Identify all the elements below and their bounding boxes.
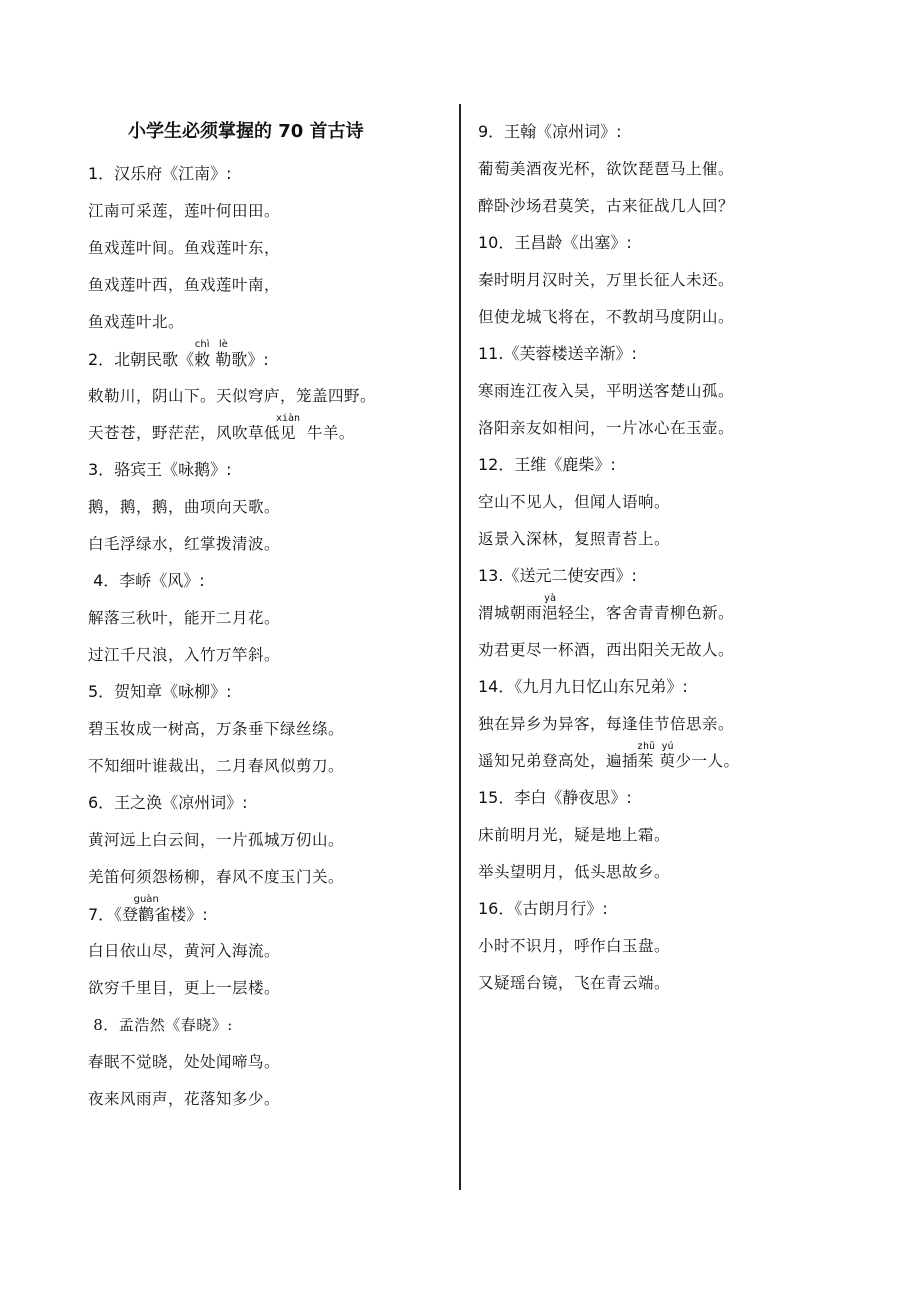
text-segment: 鱼戏莲叶间。鱼戏莲叶东，: [88, 239, 281, 257]
text-segment: 返景入深林，复照青苔上。: [478, 530, 671, 548]
poem-line: [478, 149, 898, 186]
left-column: [88, 112, 448, 1116]
poem-line: [88, 968, 448, 1005]
text-segment: 1．汉乐府《江南》:: [88, 164, 232, 183]
poem-heading: [88, 154, 448, 191]
pinyin-annotated-char: [659, 741, 676, 770]
poem-line: [478, 260, 898, 297]
pinyin-annotated-char: [215, 339, 232, 369]
text-segment: 碧玉妆成一树高，万条垂下绿丝绦。: [88, 720, 345, 738]
poem-line: [88, 746, 448, 783]
poem-heading: [478, 778, 898, 815]
text-segment: 秦时明月汉时关，万里长征人未还。: [478, 271, 735, 289]
text-segment: 5．贺知章《咏柳》:: [88, 682, 232, 701]
poem-line: [88, 413, 448, 450]
text-segment: 白毛浮绿水，红掌拨清波。: [88, 535, 281, 553]
text-segment: 12．王维《鹿柴》:: [478, 455, 616, 474]
text-segment: 葡萄美酒夜光杯，欲饮琵琶马上催。: [478, 160, 735, 178]
text-segment: 羌笛何须怨杨柳，春风不度玉门关。: [88, 868, 345, 886]
poem-line: [478, 297, 898, 334]
text-segment: 寒雨连江夜入吴，平明送客楚山孤。: [478, 382, 735, 400]
poem-line: [88, 931, 448, 968]
text-segment: 8．孟浩然《春晓》:: [88, 1016, 233, 1034]
pinyin-annotated-char: [542, 593, 559, 622]
poem-line: [88, 228, 448, 265]
text-segment: 雀楼》:: [154, 905, 208, 924]
pinyin: guàn: [133, 894, 159, 905]
poem-line: [478, 815, 898, 852]
text-segment: 欲穷千里目，更上一层楼。: [88, 979, 281, 997]
annotated-char: 浥: [542, 604, 559, 622]
pinyin-annotated-char: [194, 339, 211, 369]
poem-line: [478, 482, 898, 519]
text-segment: 但使龙城飞将在，不教胡马度阴山。: [478, 308, 735, 326]
text-segment: 3．骆宾王《咏鹅》:: [88, 460, 232, 479]
poem-heading: [88, 1005, 448, 1042]
text-segment: 14．《九月九日忆山东兄弟》:: [478, 677, 688, 696]
text-segment: 小时不识月，呼作白玉盘。: [478, 937, 671, 955]
pinyin-annotated-char: [275, 413, 301, 442]
pinyin: yú: [659, 741, 676, 752]
text-segment: 举头望明月，低头思故乡。: [478, 863, 671, 881]
annotated-char: 勒: [215, 350, 232, 369]
poem-heading: [478, 556, 898, 593]
text-segment: 6．王之涣《凉州词》:: [88, 793, 248, 812]
poem-line: [88, 487, 448, 524]
poem-heading: [88, 450, 448, 487]
pinyin: xiàn: [275, 413, 301, 424]
text-segment: 10．王昌龄《出塞》:: [478, 233, 632, 252]
text-segment: 床前明月光，疑是地上霜。: [478, 826, 671, 844]
poem-line: [478, 741, 898, 778]
text-segment: 又疑瑶台镜，飞在青云端。: [478, 974, 671, 992]
poem-heading: [88, 894, 448, 931]
annotated-char: 见: [275, 424, 301, 442]
text-segment: 醉卧沙场君莫笑，古来征战几人回？: [478, 197, 735, 215]
pinyin: yà: [542, 593, 559, 604]
poem-heading: [478, 667, 898, 704]
pinyin-annotated-char: [637, 741, 656, 770]
right-column: [478, 112, 898, 1000]
text-segment: 少一人。: [675, 752, 740, 770]
poem-heading: [88, 561, 448, 598]
poem-line: [88, 1079, 448, 1116]
poem-line: [478, 519, 898, 556]
poem-line: [88, 376, 448, 413]
text-segment: 独在异乡为异客，每逢佳节倍思亲。: [478, 715, 735, 733]
poem-heading: [478, 445, 898, 482]
text-segment: 9．王翰《凉州词》:: [478, 122, 622, 141]
poem-line: [88, 524, 448, 561]
text-segment: 鱼戏莲叶西，鱼戏莲叶南，: [88, 276, 281, 294]
text-segment: 遥知兄弟登高处，遍插: [478, 752, 639, 770]
text-segment: 15．李白《静夜思》:: [478, 788, 632, 807]
poem-line: [478, 852, 898, 889]
annotated-char: 鹳: [133, 905, 159, 924]
poem-heading: [478, 889, 898, 926]
poem-heading: [88, 672, 448, 709]
pinyin: lè: [215, 339, 232, 350]
text-segment: 鱼戏莲叶北。: [88, 313, 185, 331]
annotated-char: 敕: [194, 350, 211, 369]
poem-line: [478, 186, 898, 223]
poem-line: [88, 598, 448, 635]
text-segment: 黄河远上白云间，一片孤城万仞山。: [88, 831, 345, 849]
text-segment: 白日依山尽，黄河入海流。: [88, 942, 281, 960]
text-segment: 轻尘，客舍青青柳色新。: [558, 604, 735, 622]
text-segment: 7．《登: [88, 905, 139, 924]
poem-line: [478, 593, 898, 630]
poem-line: [88, 265, 448, 302]
poem-line: [478, 371, 898, 408]
text-segment: 夜来风雨声，花落知多少。: [88, 1090, 281, 1108]
text-segment: 江南可采莲，莲叶何田田。: [88, 202, 281, 220]
text-segment: 空山不见人，但闻人语响。: [478, 493, 671, 511]
pinyin: chì: [194, 339, 211, 350]
page-title: 小学生必须掌握的 70 首古诗: [128, 121, 364, 142]
text-segment: 16．《古朗月行》:: [478, 899, 608, 918]
poem-heading: [478, 334, 898, 371]
text-segment: 13.《送元二使安西》:: [478, 566, 637, 585]
poem-line: [478, 408, 898, 445]
column-divider: [459, 104, 461, 1190]
text-segment: 鹅，鹅，鹅，曲项向天歌。: [88, 498, 281, 516]
text-segment: 解落三秋叶，能开二月花。: [88, 609, 281, 627]
text-segment: 渭城朝雨: [478, 604, 543, 622]
text-segment: 11.《芙蓉楼送辛渐》:: [478, 344, 637, 363]
text-segment: 敕勒川，阴山下。天似穹庐，笼盖四野。: [88, 387, 377, 405]
text-segment: 歌》:: [231, 350, 269, 369]
text-segment: 过江千尺浪，入竹万竿斜。: [88, 646, 281, 664]
pinyin-annotated-char: [133, 894, 159, 924]
text-segment: 春眠不觉晓，处处闻啼鸟。: [88, 1053, 281, 1071]
poem-line: [478, 963, 898, 1000]
poem-line: [88, 709, 448, 746]
poem-heading: [88, 783, 448, 820]
text-segment: 天苍苍，野茫茫，风吹草低: [88, 424, 281, 442]
poem-line: [88, 820, 448, 857]
poem-line: [88, 635, 448, 672]
text-segment: 洛阳亲友如相问，一片冰心在玉壶。: [478, 419, 735, 437]
text-segment: 劝君更尽一杯酒，西出阳关无故人。: [478, 641, 735, 659]
pinyin: zhū: [637, 741, 656, 752]
poem-heading: [478, 112, 898, 149]
poem-line: [478, 630, 898, 667]
annotated-char: 茱: [637, 752, 656, 770]
text-segment: 2．北朝民歌《: [88, 350, 195, 369]
poem-heading: [88, 339, 448, 376]
text-segment: 不知细叶谁裁出，二月春风似剪刀。: [88, 757, 345, 775]
text-segment: 4．李峤《风》:: [88, 571, 205, 590]
annotated-char: 萸: [659, 752, 676, 770]
text-segment: 牛羊。: [296, 424, 355, 442]
poem-line: [88, 1042, 448, 1079]
poem-line: [88, 191, 448, 228]
poem-line: [478, 704, 898, 741]
poem-line: [88, 857, 448, 894]
poem-line: [88, 302, 448, 339]
poem-line: [478, 926, 898, 963]
poem-heading: [478, 223, 898, 260]
